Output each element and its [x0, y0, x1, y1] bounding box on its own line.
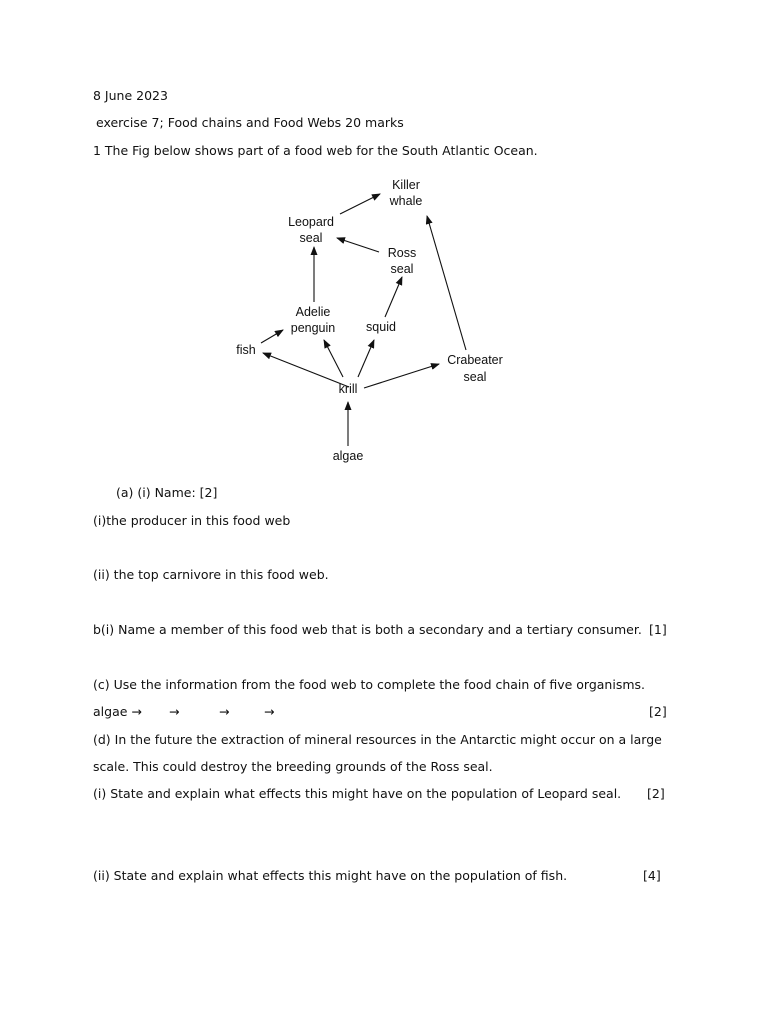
exercise-title: exercise 7; Food chains and Food Webs 20 marks — [96, 115, 404, 130]
label-ross-seal-line2: seal — [390, 262, 414, 276]
question-a-i: (i)the producer in this food web — [93, 513, 291, 528]
question-1-intro: 1 The Fig below shows part of a food web for the South Atlantic Ocean. — [93, 143, 538, 158]
label-algae: algae — [332, 449, 364, 463]
arrow-leopard-seal-to-killer-whale — [340, 194, 380, 214]
label-fish: fish — [236, 343, 256, 357]
question-d-i-marks: [2] — [647, 786, 665, 801]
arrow-krill-to-fish — [263, 353, 349, 387]
node-crabeater-seal — [447, 353, 503, 384]
label-leopard-seal-line1: Leopard — [288, 215, 334, 229]
label-killer-whale-line1: Killer — [392, 178, 420, 192]
label-krill: krill — [338, 382, 358, 396]
arrow-fish-to-penguin — [261, 330, 283, 343]
food-chain-start: algae → — [93, 704, 142, 719]
label-adelie-penguin-line1: Adelie — [295, 305, 331, 319]
arrow-krill-to-penguin — [324, 340, 343, 377]
arrow-krill-to-squid — [358, 340, 374, 377]
question-a-header: (a) (i) Name: [2] — [116, 485, 218, 500]
question-d-line2: scale. This could destroy the breeding grounds of the Ross seal. — [93, 759, 493, 774]
label-ross-seal-line1: Ross — [387, 246, 417, 260]
label-crabeater-seal-line1: Crabeater — [447, 353, 503, 367]
question-d-ii: (ii) State and explain what effects this might have on the population of fish. — [93, 868, 568, 883]
question-b-i: b(i) Name a member of this food web that is both a secondary and a tertiary consumer. — [93, 622, 642, 637]
label-crabeater-seal-line2: seal — [463, 370, 487, 384]
question-c: (c) Use the information from the food web to complete the food chain of five organisms. — [93, 677, 645, 692]
food-chain-arrow-2: → — [169, 704, 180, 719]
question-d-ii-marks: [4] — [643, 868, 661, 883]
question-d-i: (i) State and explain what effects this might have on the population of Leopard seal. — [93, 786, 622, 801]
node-leopard-seal — [288, 215, 334, 245]
node-killer-whale — [389, 178, 423, 208]
question-b-i-marks: [1] — [649, 622, 667, 637]
question-c-marks: [2] — [649, 704, 667, 719]
arrow-crabeater-to-killer-whale — [427, 216, 466, 350]
question-d-line1: (d) In the future the extraction of mineral resources in the Antarctic might occur on a large — [93, 732, 662, 747]
food-chain-arrow-4: → — [264, 704, 275, 719]
label-squid: squid — [366, 320, 396, 334]
label-killer-whale-line2: whale — [389, 194, 423, 208]
arrow-squid-to-ross-seal — [385, 277, 402, 317]
food-chain-arrow-3: → — [219, 704, 230, 719]
arrow-ross-seal-to-leopard-seal — [337, 238, 379, 252]
question-a-ii: (ii) the top carnivore in this food web. — [93, 567, 329, 582]
food-web-diagram — [220, 170, 530, 470]
date: 8 June 2023 — [93, 88, 168, 103]
arrow-krill-to-crabeater — [364, 364, 439, 388]
label-adelie-penguin-line2: penguin — [290, 321, 336, 335]
node-adelie-penguin — [291, 305, 336, 335]
label-leopard-seal-line2: seal — [299, 231, 323, 245]
node-ross-seal — [388, 246, 416, 276]
